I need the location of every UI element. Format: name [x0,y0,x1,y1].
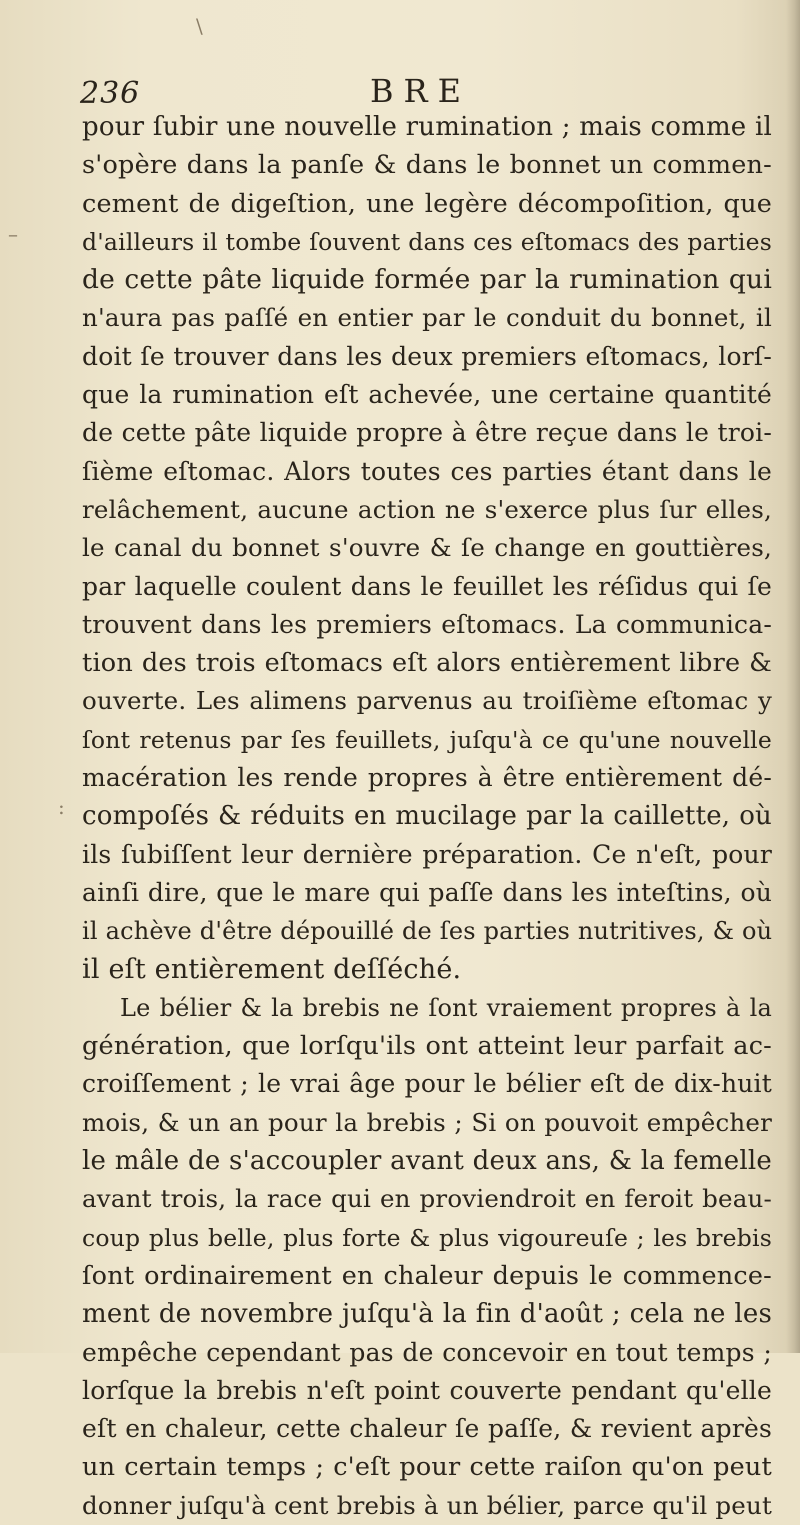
text-line: le mâle de s'accoupler avant deux ans, & la femelle [82,1146,772,1177]
text-line: relâchement, aucune action ne s'exerce plus ſur elles, [82,494,772,524]
text-line: ſont ordinairement en chaleur depuis le commence- [82,1260,772,1291]
text-line: ſont retenus par ſes feuillets, juſqu'à ce qu'une nouvelle [82,725,772,754]
text-line: donner juſqu'à cent brebis à un bélier, parce qu'il peut [82,1490,772,1520]
text-line: par laquelle coulent dans le feuillet les réſidus qui ſe [82,571,772,601]
text-line: il eſt entièrement deſſéché. [82,953,462,985]
text-line: un certain temps ; c'eſt pour cette raiſon qu'on peut [82,1452,772,1483]
page-number: 236 [80,76,141,111]
text-line: le canal du bonnet s'ouvre & ſe change en gouttières, [82,533,772,563]
text-line: il achève d'être dépouillé de ſes parties nutritives, & où [82,917,773,946]
text-line: pour ſubir une nouvelle rumination ; mais comme il [82,112,772,142]
text-line: avant trois, la race qui en proviendroit en feroit beau- [82,1184,772,1214]
text-line: de cette pâte liquide propre à être reçue dans le troi- [82,418,772,448]
text-line: s'opère dans la panſe & dans le bonnet un commen- [82,150,772,181]
text-line: doit ſe trouver dans les deux premiers eſtomacs, lorſ- [82,341,772,371]
text-line: eſt en chaleur, cette chaleur ſe paſſe, & revient après [82,1414,772,1444]
text-line: ouverte. Les alimens parvenus au troiſième eſtomac y [82,686,772,716]
text-line: Le bélier & la brebis ne ſont vraiement propres à la [120,993,772,1022]
running-head: BRE [370,72,471,110]
text-line: empêche cependant pas de concevoir en tout temps ; [82,1337,772,1367]
text-line: ſième eſtomac. Alors toutes ces parties étant dans le [82,456,772,486]
text-line: lorſque la brebis n'eſt point couverte pendant qu'elle [82,1375,772,1405]
text-line: coup plus belle, plus forte & plus vigoureuſe ; les brebis [82,1223,772,1252]
text-line: de cette pâte liquide formée par la rumination qui [82,264,772,296]
text-line: croiſſement ; le vrai âge pour le bélier eſt de dix-huit [82,1069,772,1099]
text-line: trouvent dans les premiers eſtomacs. La communica- [82,609,772,639]
margin-dash: – [8,222,18,246]
text-line: que la rumination eſt achevée, une certaine quantité [82,380,772,410]
text-line: ils ſubiſſent leur dernière préparation. Ce n'eſt, pour [82,839,772,869]
text-line: macération les rende propres à être entièrement dé- [82,763,772,793]
margin-dot: : [58,795,65,819]
text-line: ment de novembre juſqu'à la fin d'août ; cela ne les [82,1299,772,1330]
text-line: compoſés & réduits en mucilage par la caillette, où [82,801,772,832]
text-line: ainſi dire, que le mare qui paſſe dans les inteſtins, où [82,877,772,907]
text-line: mois, & un an pour la brebis ; Si on pouvoit empêcher [82,1107,772,1137]
page-edge-shadow [786,0,800,1353]
text-line: d'ailleurs il tombe ſouvent dans ces eſtomacs des parties [82,227,772,256]
text-line: génération, que lorſqu'ils ont atteint leur parfait ac- [82,1031,772,1062]
text-line: n'aura pas paſſé en entier par le conduit du bonnet, il [82,303,772,333]
text-line: tion des trois eſtomacs eſt alors entièrement libre & [82,648,772,679]
text-line: cement de digeſtion, une legère décompoſition, que [82,188,772,219]
margin-mark: \ [196,14,203,38]
body-text [82,108,772,1525]
